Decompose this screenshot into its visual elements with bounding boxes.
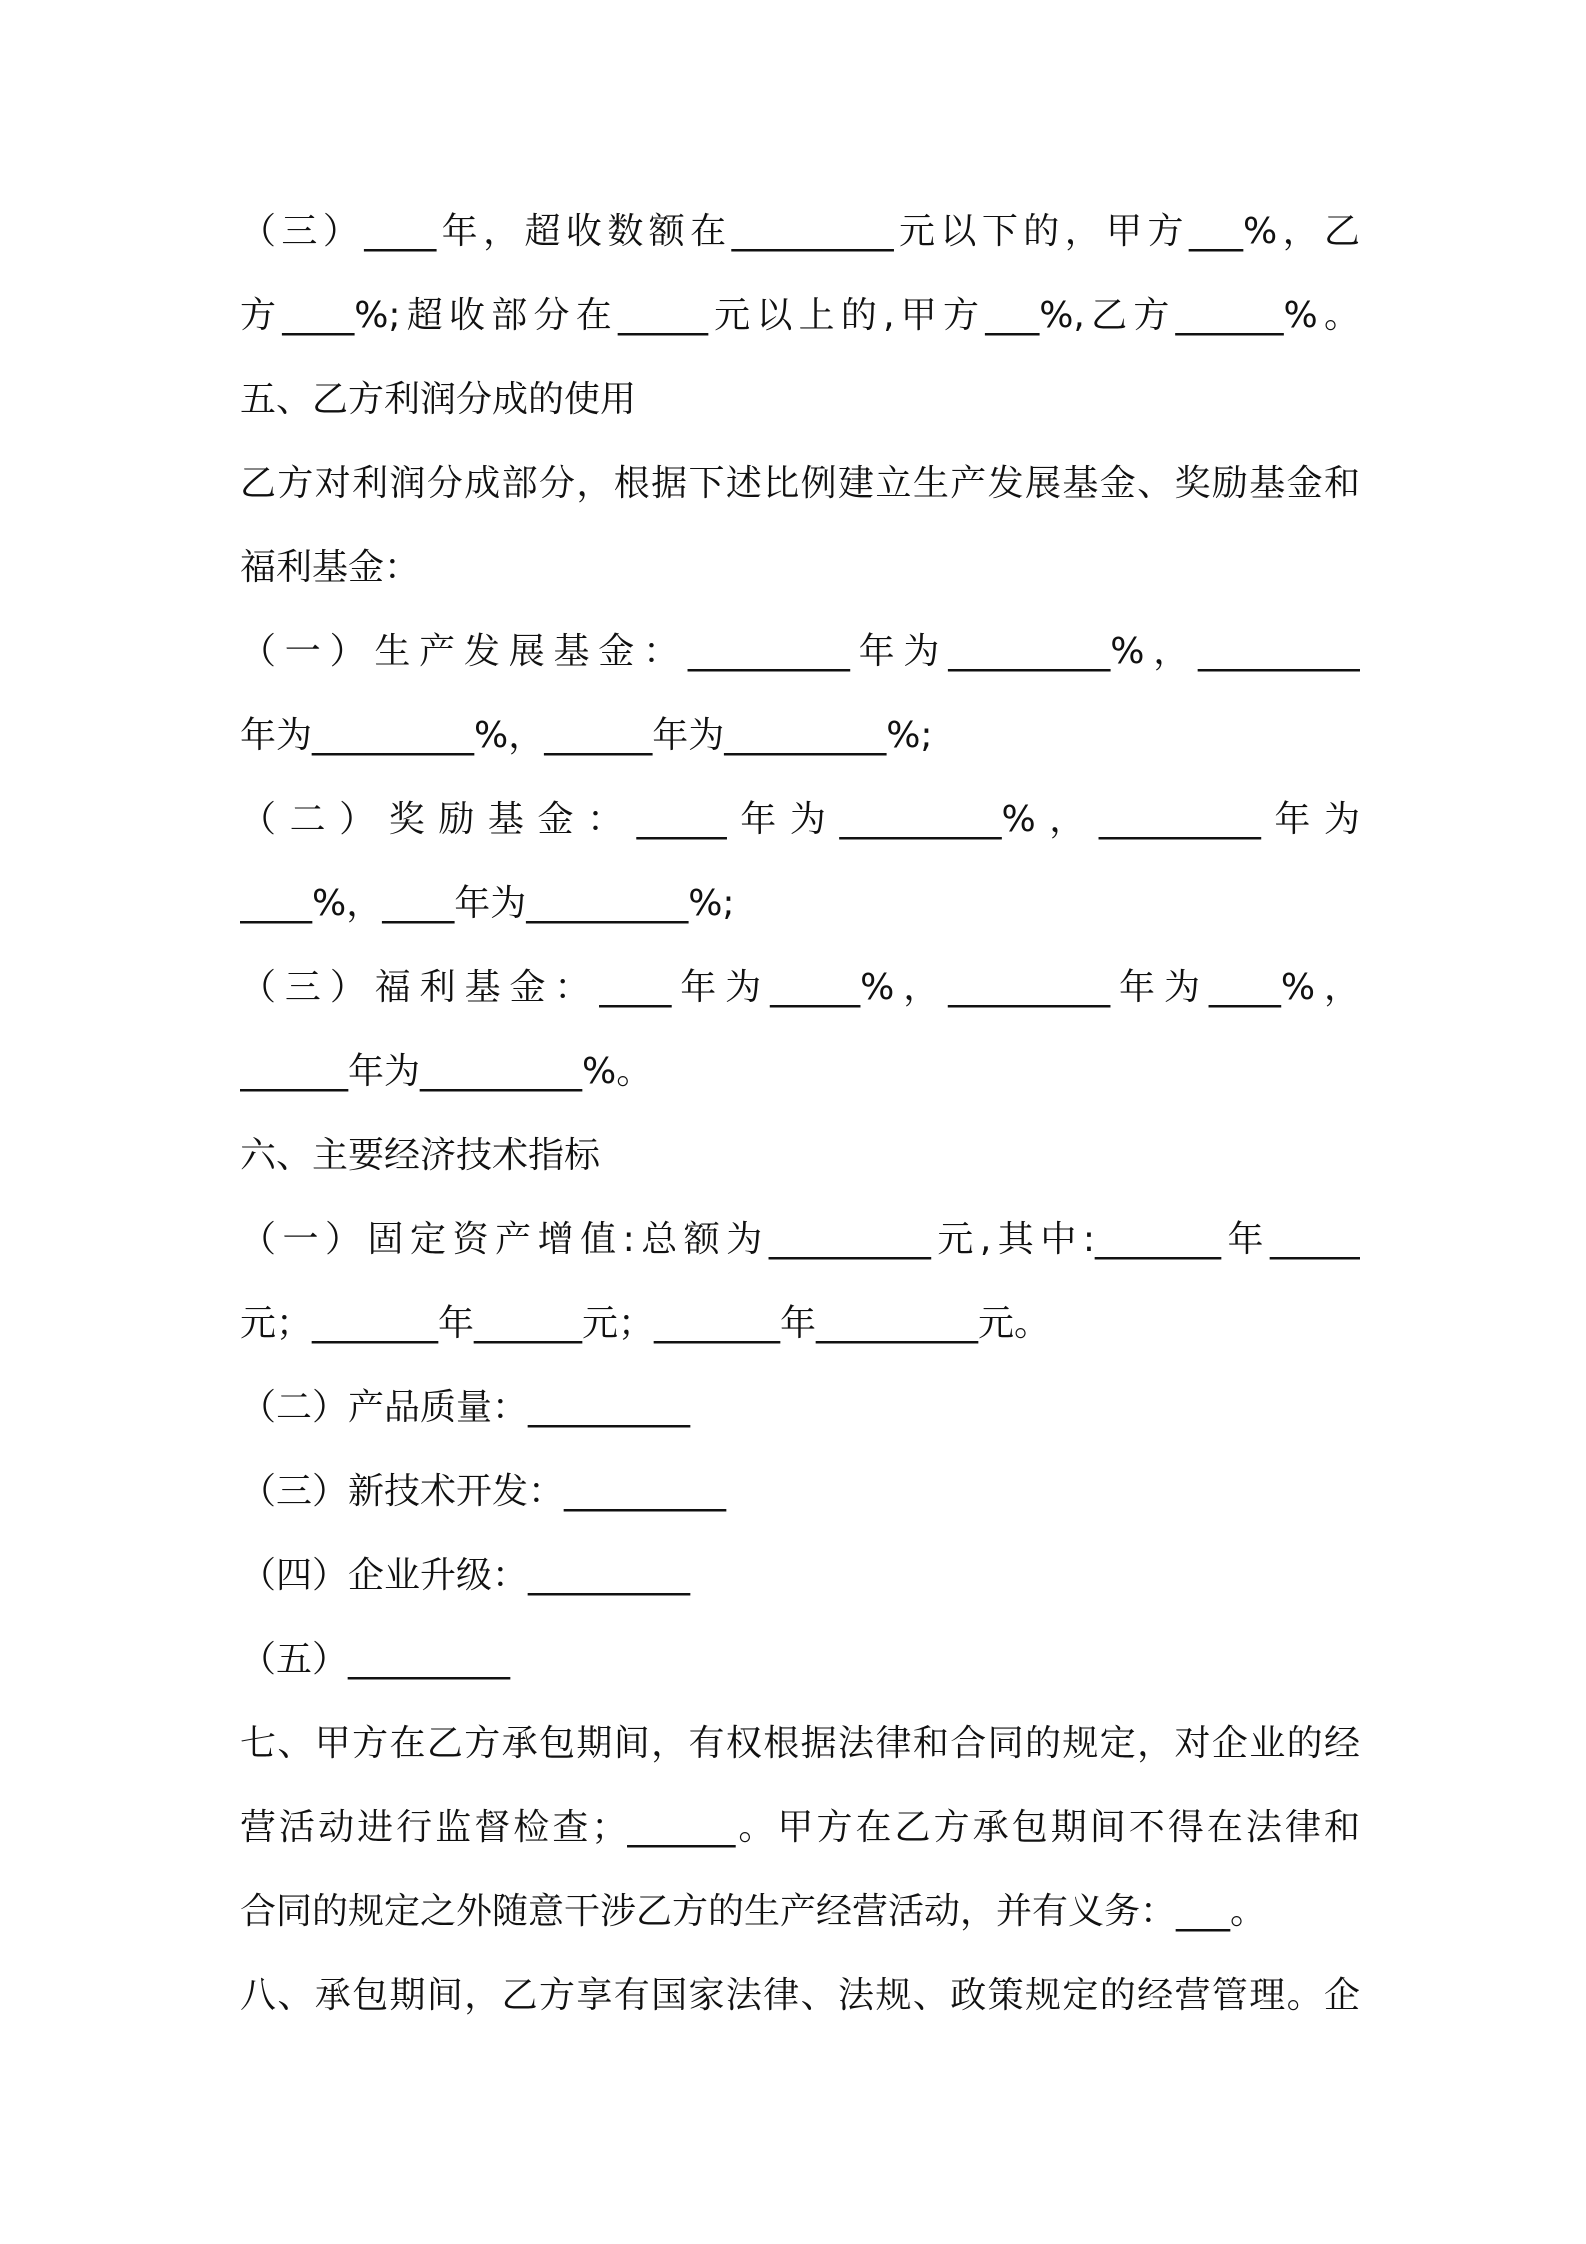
clause-5-2-line-2: ____%，____年为_________%;: [240, 883, 735, 924]
clause-5-2-line-1: （二）奖励基金：_____年为_________%，_________年为: [240, 799, 1360, 840]
section-5-heading: 五、乙方利润分成的使用: [240, 379, 637, 420]
clause-6-1-line-1: （一）固定资产增值:总额为_________元,其中:_______年_____: [240, 1219, 1360, 1260]
section-5-body-line-1: 乙方对利润分成部分，根据下述比例建立生产发展基金、奖励基金和: [240, 463, 1360, 504]
section-5-body-line-2: 福利基金：: [240, 547, 421, 588]
clause-6-5: （五）_________: [240, 1639, 511, 1680]
clause-5-1-line-2: 年为_________%，______年为_________%;: [240, 715, 933, 756]
clause-5-3-line-1: （三）福利基金：____年为_____%，_________年为____%，: [240, 967, 1360, 1008]
clause-4-3-line-1: （三）____年，超收数额在_________元以下的，甲方___%，乙: [240, 211, 1360, 252]
clause-6-2: （二）产品质量：_________: [240, 1387, 691, 1428]
section-8-line-1: 八、承包期间，乙方享有国家法律、法规、政策规定的经营管理。企: [240, 1975, 1360, 2016]
section-7-line-1: 七、甲方在乙方承包期间，有权根据法律和合同的规定，对企业的经: [240, 1723, 1360, 1764]
clause-6-4: （四）企业升级：_________: [240, 1555, 691, 1596]
clause-5-1-line-1: （一）生产发展基金：_________年为_________%，_________: [240, 631, 1360, 672]
clause-4-3-line-2: 方____%;超收部分在_____元以上的,甲方___%,乙方______%。: [240, 295, 1360, 336]
clause-5-3-line-2: ______年为_________%。: [240, 1051, 653, 1092]
section-7-line-2: 营活动进行监督检查；______。甲方在乙方承包期间不得在法律和: [240, 1807, 1360, 1848]
section-7-line-3: 合同的规定之外随意干涉乙方的生产经营活动，并有义务：___。: [240, 1891, 1267, 1932]
clause-6-1-line-2: 元；_______年______元；_______年_________元。: [240, 1303, 1050, 1344]
clause-6-3: （三）新技术开发：_________: [240, 1471, 727, 1512]
section-6-heading: 六、主要经济技术指标: [240, 1135, 601, 1176]
